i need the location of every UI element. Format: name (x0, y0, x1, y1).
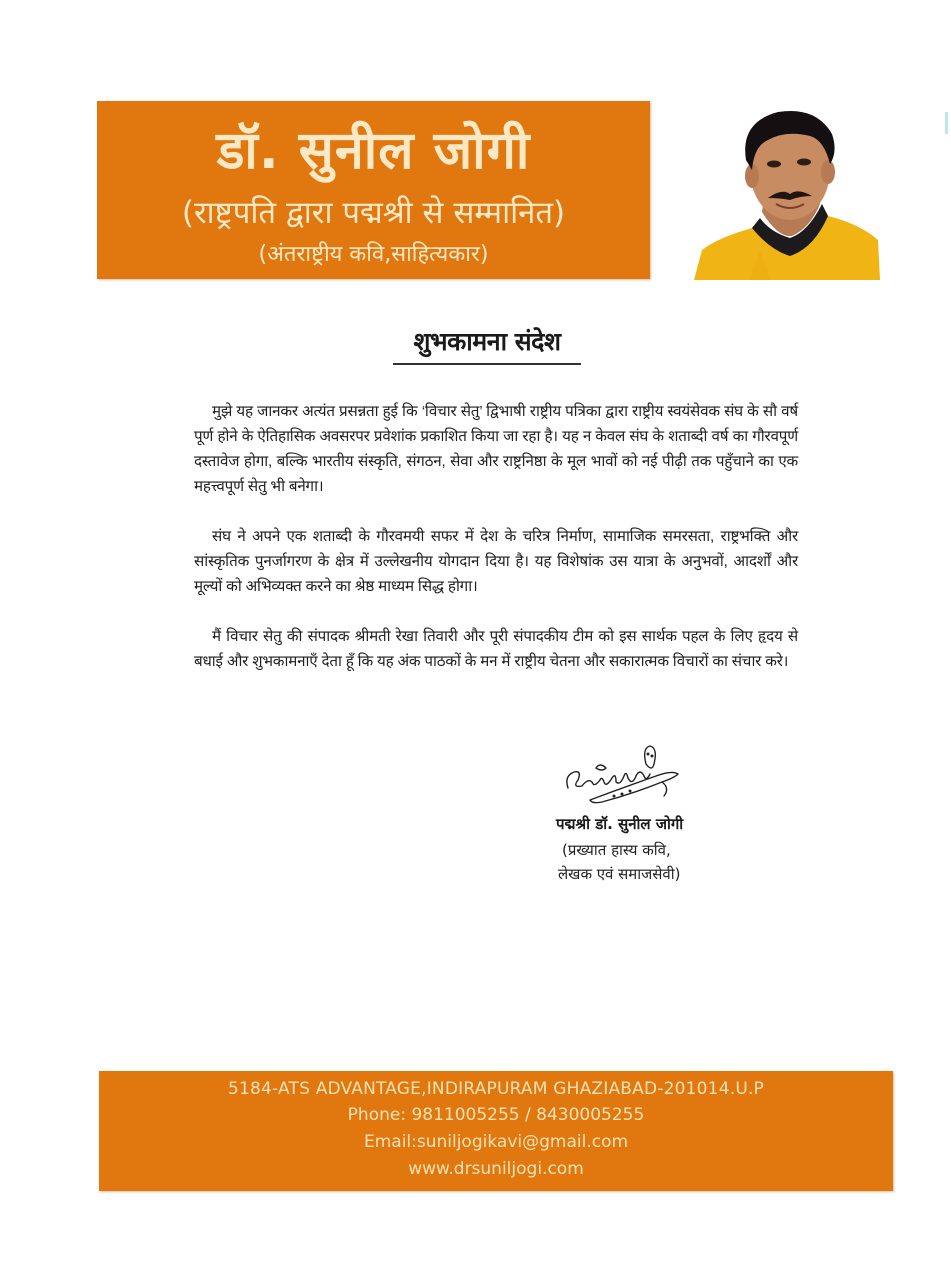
handwritten-signature (562, 742, 688, 808)
footer-address: 5184-ATS ADVANTAGE,INDIRAPURAM GHAZIABAD-201014.U.P (227, 1079, 765, 1099)
signature-icon (562, 742, 688, 808)
signatory-name: पद्मश्री डॉ. सुनील जोगी (556, 815, 684, 833)
portrait-image (690, 100, 882, 280)
letter-title: शुभकामना संदेश (413, 327, 561, 356)
signatory-description-line-1: (प्रख्यात हास्य कवि, (562, 841, 671, 859)
footer-phone: Phone: 9811005255 / 8430005255 (347, 1105, 645, 1125)
footer-email[interactable]: Email:suniljogikavi@gmail.com (363, 1132, 629, 1152)
title-underline (393, 363, 581, 365)
contact-footer (99, 1071, 893, 1191)
author-name-heading: डॉ. सुनील जोगी (216, 121, 531, 181)
footer-website-link[interactable]: www.drsuniljogi.com (408, 1159, 584, 1179)
letter-paragraph-2: संघ ने अपने एक शताब्दी के गौरवमयी सफर में देश के चरित्र निर्माण, सामाजिक समरसता, राष्ट्रभक्ति और सांस्कृतिक पुनर्जागरण के क्षेत्र में उल्लेखनीय योगदान दिया है। यह विशेषांक उस यात्रा के अनुभवों, आदर्शों और मूल्यों को अभिव्यक्त करने का श्रेष्ठ माध्यम सिद्ध होगा। (194, 528, 798, 595)
signatory-description-line-2: लेखक एवं समाजसेवी) (558, 865, 681, 883)
letter-paragraph-3: मैं विचार सेतु की संपादक श्रीमती रेखा तिवारी और पूरी संपादकीय टीम को इस सार्थक पहल के लिए हृदय से बधाई और शुभकामनाएँ देता हूँ कि यह अंक पाठकों के मन में राष्ट्रीय चेतना और सकारात्मक विचारों का संचार करे। (194, 628, 798, 670)
honor-subtitle: (राष्ट्रपति द्वारा पद्मश्री से सम्मानित) (181, 195, 566, 231)
author-portrait (690, 100, 882, 280)
letter-paragraph-1: मुझे यह जानकर अत्यंत प्रसन्नता हुई कि ‘विचार सेतु’ द्विभाषी राष्ट्रीय पत्रिका द्वारा राष्ट्रीय स्वयंसेवक संघ के सौ वर्ष पूर्ण होने के ऐतिहासिक अवसरपर प्रवेशांक प्रकाशित किया जा रहा है। यह न केवल संघ के शताब्दी वर्ष का गौरवपूर्ण दस्तावेज होगा, बल्कि भारतीय संस्कृति, संगठन, सेवा और राष्ट्रनिष्ठा के मूल भावों को नई पीढ़ी तक पहुँचाने का एक महत्त्वपूर्ण सेतु भी बनेगा। (194, 403, 798, 495)
header-banner (97, 101, 650, 279)
role-subtitle: (अंतराष्ट्रीय कवि,साहित्यकार) (258, 242, 489, 267)
edge-mark (945, 112, 948, 134)
